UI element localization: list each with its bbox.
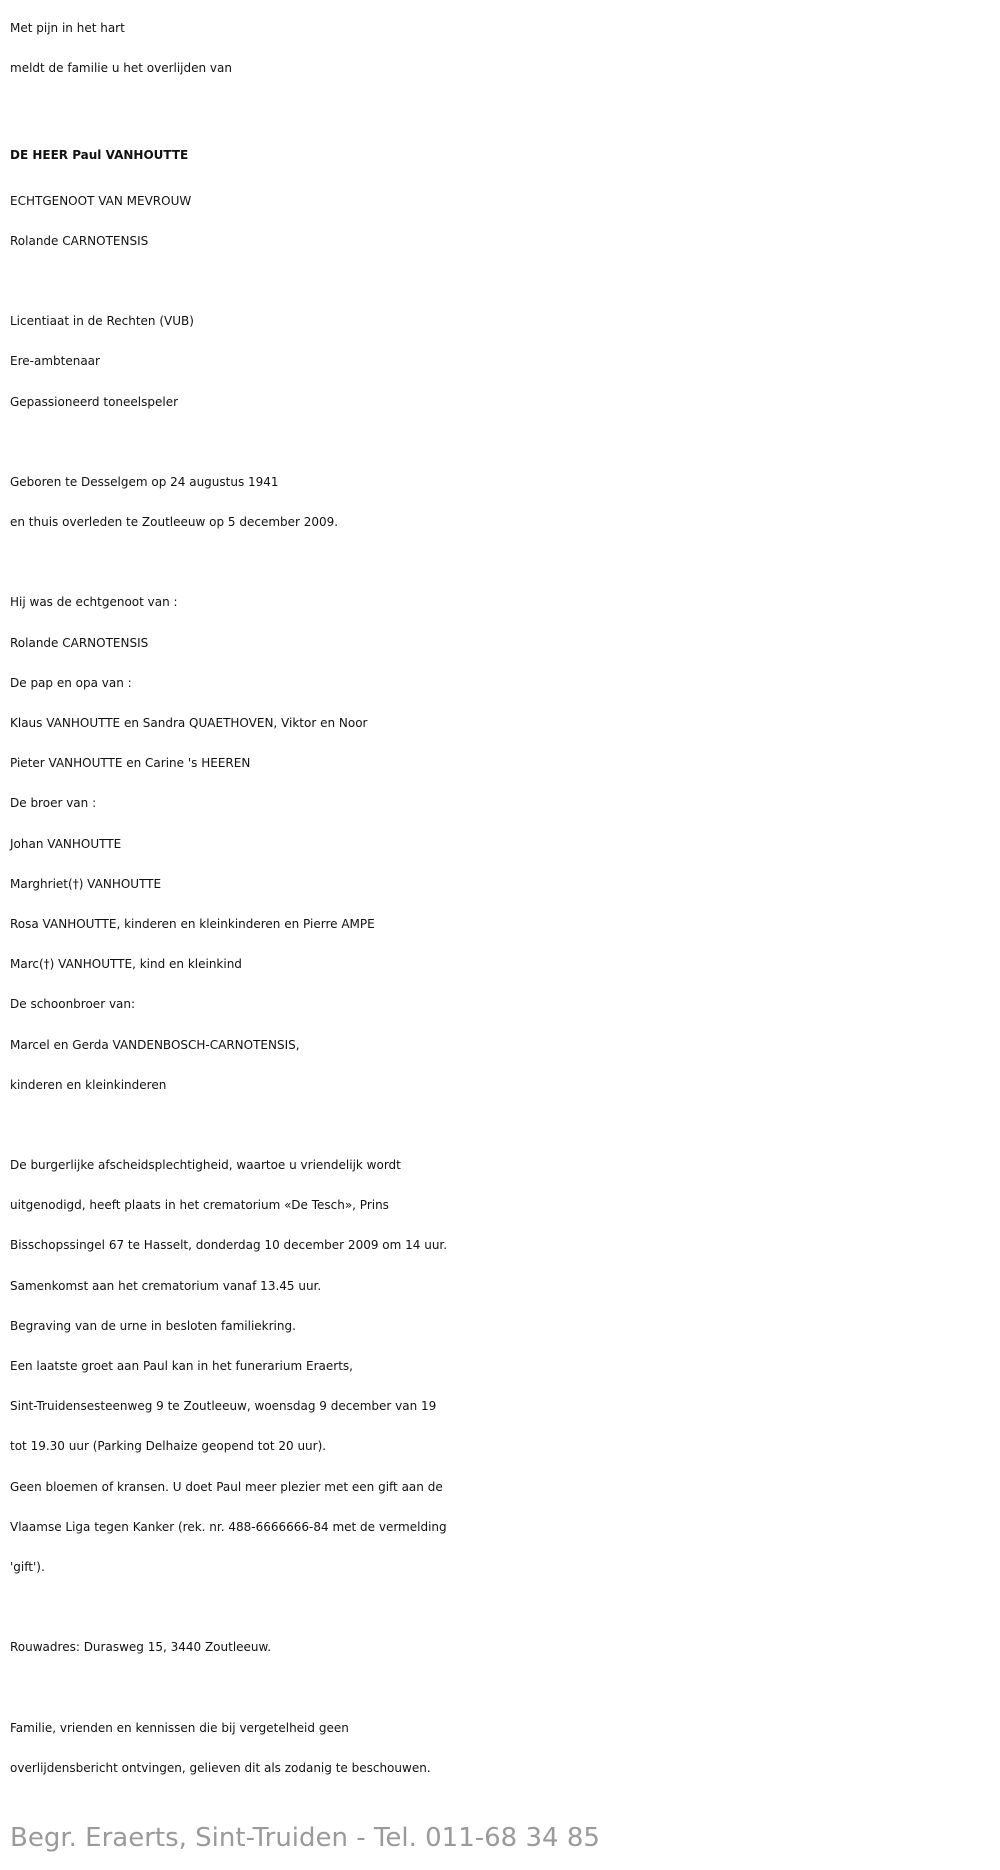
family-line: Klaus VANHOUTTE en Sandra QUAETHOVEN, Viktor en Noor [10, 716, 368, 730]
spacer [10, 88, 995, 128]
birth-death-line: Geboren te Desselgem op 24 augustus 1941 [10, 474, 279, 489]
ceremony-line: Geen bloemen of kransen. U doet Paul meer plezier met een gift aan de [10, 1479, 443, 1494]
spacer [10, 422, 995, 462]
ceremony-line: Een laatste groet aan Paul kan in het funerarium Eraerts, [10, 1359, 353, 1373]
family-line: Rosa VANHOUTTE, kinderen en kleinkinderen en Pierre AMPE [10, 916, 375, 931]
spouse-intro-line: ECHTGENOOT VAN MEVROUW [10, 193, 192, 208]
closing-block [10, 1708, 995, 1788]
family-line: Marghriet(†) VANHOUTTE [10, 876, 162, 891]
title-line: Ere-ambtenaar [10, 354, 100, 369]
intro-line: meldt de familie u het overlijden van [10, 61, 232, 76]
ceremony-line: Begraving van de urne in besloten familiekring. [10, 1318, 296, 1333]
ceremony-line: tot 19.30 uur (Parking Delhaize geopend tot 20 uur). [10, 1439, 327, 1454]
undertaker-footer: Begr. Eraerts, Sint-Truiden - Tel. 011-68 34 85 [10, 1823, 600, 1853]
ceremony-line: Bisschopssingel 67 te Hasselt, donderdag 10 december 2009 om 14 uur. [10, 1238, 448, 1253]
spacer [10, 1668, 995, 1708]
title-line: Gepassioneerd toneelspeler [10, 394, 179, 409]
family-block [10, 582, 995, 1104]
deceased-name: DE HEER Paul VANHOUTTE [10, 147, 189, 162]
birth-death-line: en thuis overleden te Zoutleeuw op 5 december 2009. [10, 515, 339, 530]
title-line: Licentiaat in de Rechten (VUB) [10, 314, 194, 329]
ceremony-line: Sint-Truidensesteenweg 9 te Zoutleeuw, woensdag 9 december van 19 [10, 1399, 437, 1414]
spouse-intro-line: Rolande CARNOTENSIS [10, 233, 149, 248]
family-line: Johan VANHOUTTE [10, 836, 122, 851]
spacer [10, 261, 995, 301]
spacer [10, 1587, 995, 1627]
birth-death-block [10, 462, 995, 542]
family-line: De pap en opa van : [10, 675, 132, 690]
spacer [10, 1105, 995, 1145]
family-line: Hij was de echtgenoot van : [10, 595, 178, 610]
family-line: Marc(†) VANHOUTTE, kind en kleinkind [10, 957, 242, 972]
ceremony-line: uitgenodigd, heeft plaats in het crematorium «De Tesch», Prins [10, 1198, 389, 1213]
death-notice [10, 8, 995, 1788]
closing-line: overlijdensbericht ontvingen, gelieven dit als zodanig te beschouwen. [10, 1760, 431, 1775]
ceremony-block [10, 1145, 995, 1587]
family-line: Marcel en Gerda VANDENBOSCH-CARNOTENSIS, [10, 1037, 300, 1052]
family-line: kinderen en kleinkinderen [10, 1077, 167, 1092]
ceremony-line: De burgerlijke afscheidsplechtigheid, waartoe u vriendelijk wordt [10, 1158, 401, 1173]
titles-block [10, 301, 995, 422]
family-line: De schoonbroer van: [10, 997, 136, 1012]
ceremony-line: Vlaamse Liga tegen Kanker (rek. nr. 488-6666666-84 met de vermelding [10, 1519, 447, 1534]
intro-block [10, 8, 995, 88]
ceremony-line: Samenkomst aan het crematorium vanaf 13.45 uur. [10, 1278, 322, 1293]
intro-line: Met pijn in het hart [10, 21, 125, 35]
ceremony-line: 'gift'). [10, 1559, 45, 1574]
spouse-intro-block [10, 181, 995, 261]
spacer [10, 542, 995, 582]
family-line: Rolande CARNOTENSIS [10, 635, 149, 650]
closing-line: Familie, vrienden en kennissen die bij vergetelheid geen [10, 1720, 349, 1735]
family-line: De broer van : [10, 796, 97, 811]
family-line: Pieter VANHOUTTE en Carine 's HEEREN [10, 756, 251, 771]
mourning-address: Rouwadres: Durasweg 15, 3440 Zoutleeuw. [10, 1640, 272, 1655]
